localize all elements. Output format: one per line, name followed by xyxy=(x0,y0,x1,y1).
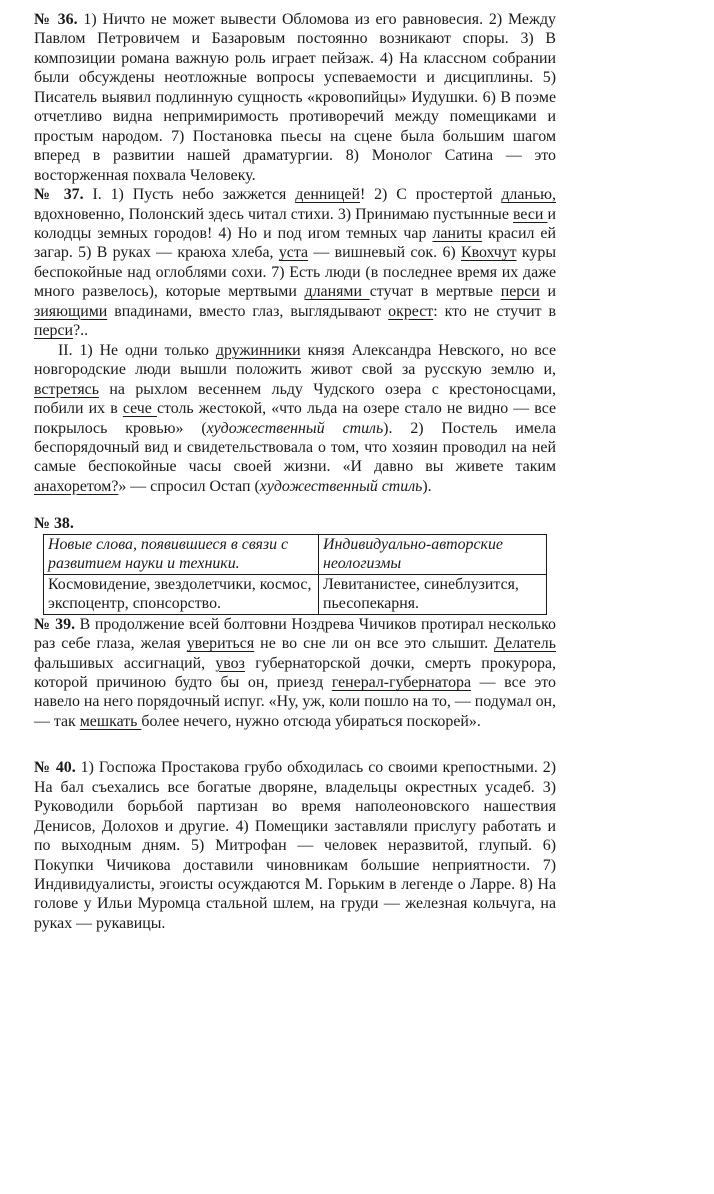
text-run: — вишневый сок. 6) xyxy=(308,244,462,262)
exercise-number: № 38. xyxy=(34,515,74,533)
underlined-word: увоз xyxy=(215,654,245,672)
text-run: столь жестокой, «что льда на озере стало не видно — все покрылось кровью» ( xyxy=(34,400,557,437)
underlined-word: Делатель xyxy=(494,635,556,653)
text-run: более нечего, нужно отсюда убираться поскорей». xyxy=(141,712,481,730)
text-run: » — спросил Остап ( xyxy=(118,477,260,495)
text-run: на рыхлом весеннем льду Чудского озера с крестоносцами, побили их в xyxy=(34,380,556,418)
text-run: I. 1) Пусть небо зажжется xyxy=(83,186,296,204)
text-run: впадинами, вместо глаз, выглядывают xyxy=(107,302,389,320)
underlined-word: веси xyxy=(512,205,548,223)
underlined-word: перси xyxy=(500,283,540,301)
underlined-word: зияющими xyxy=(34,302,108,320)
text-run: вдохновенно, Полонский здесь читал стихи. 3) Принимаю пустынные xyxy=(34,205,513,223)
exercise-number: № 39. xyxy=(34,615,76,633)
text-run: — все это навело на него порядочный испуг. «Ну, уж, коли пошло на то, — подумал он, — так xyxy=(34,673,556,730)
underlined-word: дружинники xyxy=(215,341,301,359)
exercise-37-part-2 xyxy=(34,341,556,497)
underlined-word: мешкать xyxy=(79,712,142,730)
text-run: куры беспокойные над оглоблями сохи. 7) Есть люди (в последнее время их даже много развелось), которые мертвыми xyxy=(34,244,556,301)
text-run: стучат в мертвые xyxy=(369,283,501,301)
exercise-text: 1) Госпожа Простакова грубо обходилась со своими крепостными. 2) На бал съехались все богатые дворяне, владельцы окрестных усадеб. 3) Руководили борьбой партизан во время наполеоновского нашествия Денисов, Долохов и другие. 4) Помещики заставляли прислугу работать и по выходным дням. 5) Митрофан — человек неразвитой, глупый. 6) Покупки Чичикова доставили чиновникам большие неприятности. 7) Индивидуалисты, эгоисты осуждаются М. Горьким в легенде о Ларре. 8) На голове у Ильи Муромца стальной шлем, на груди — железная кольчуга, на руках — рукавицы. xyxy=(34,759,556,932)
table-header-cell: Новые слова, появившиеся в связи с развитием науки и техники. xyxy=(44,534,319,574)
underlined-word: уста xyxy=(278,244,309,262)
exercise-number: № 36. xyxy=(34,11,78,28)
text-run: : кто не стучит в xyxy=(433,302,556,320)
exercise-number: № 37. xyxy=(34,186,84,204)
text-run: ). xyxy=(422,477,432,495)
exercise-37-part-1 xyxy=(34,185,556,341)
exercise-38-heading xyxy=(34,514,556,533)
text-run: губернаторской дочки, смерть прокурора, которой причиною будто бы он, приезд xyxy=(34,654,556,691)
text-run: и xyxy=(539,283,556,301)
table-cell: Левитанистее, синеблузится, пьесопекарня. xyxy=(319,574,547,614)
text-run: II. 1) Не одни только xyxy=(58,341,216,359)
text-run: и колодцы земных городов! 4) Но и под игом темных чар xyxy=(34,205,556,242)
exercise-39 xyxy=(34,615,556,732)
underlined-word: генерал-губернатора xyxy=(331,673,472,691)
underlined-word: дланью, xyxy=(501,186,556,204)
exercise-number: № 40. xyxy=(34,759,76,777)
underlined-word: перси xyxy=(34,322,74,340)
text-run: ?.. xyxy=(73,322,89,340)
page xyxy=(34,10,556,933)
table-row xyxy=(44,574,547,614)
underlined-word: Квохчут xyxy=(461,244,517,262)
italic-text: художественный стиль xyxy=(206,419,384,437)
exercise-36 xyxy=(34,10,556,185)
exercise-38-table-wrapper xyxy=(43,534,547,615)
underlined-word: увериться xyxy=(186,635,255,653)
exercise-text: 1) Ничто не может вывести Обломова из его равновесия. 2) Между Павлом Петровичем и Базаровым постоянно возникают споры. 3) В композиции романа важную роль играет пейзаж. 4) На классном собрании были обсуждены неотложные вопросы успеваемости и дисциплины. 5) Писатель выявил подлинную сущность «кровопийцы» Иудушки. 6) В поэме отчетливо видна непримиримость противоречий между помещиками и простым народом. 7) Постановка пьесы на сцене была большим шагом вперед в развитии нашей драматургии. 8) Монолог Сатина — это восторженная похвала Человеку. xyxy=(34,11,556,184)
underlined-word: встретясь xyxy=(34,380,99,398)
text-run: красил ей загар. 5) В руках — краюха хлеба, xyxy=(34,224,556,262)
table-cell: Космовидение, звездолетчики, космос, экспоцентр, спонсорство. xyxy=(44,574,319,614)
underlined-word: денницей xyxy=(295,186,360,204)
table-header-row xyxy=(44,534,547,574)
underlined-word: сече xyxy=(122,400,157,418)
italic-text: художественный стиль xyxy=(259,477,423,495)
text-run: князя Александра Невского, но все новгородские люди вышли положить живот свой за русскую землю и, xyxy=(34,341,556,379)
text-run: ). 2) Постель имела беспорядочный вид и свидетельствовала о том, что хозяин проводил на ней самые беспокойные часы своей жизни. «И давно вы живете таким xyxy=(34,419,556,476)
text-run: ! 2) С простертой xyxy=(359,186,502,204)
text-run: В продолжение всей болтовни Ноздрева Чичиков протирал несколько раз себе глаза, желая xyxy=(34,615,556,653)
text-run: фальшивых ассигнаций, xyxy=(34,654,216,672)
neologisms-table xyxy=(43,534,547,615)
underlined-word: окрест xyxy=(388,302,434,320)
underlined-word: дланями xyxy=(304,283,370,301)
underlined-word: ланиты xyxy=(432,224,483,242)
underlined-word: анахоретом? xyxy=(34,477,119,495)
text-run: не во сне ли он все это слышит. xyxy=(254,635,495,653)
table-header-cell: Индивидуально-авторские неологизмы xyxy=(319,534,547,574)
exercise-40 xyxy=(34,758,556,933)
